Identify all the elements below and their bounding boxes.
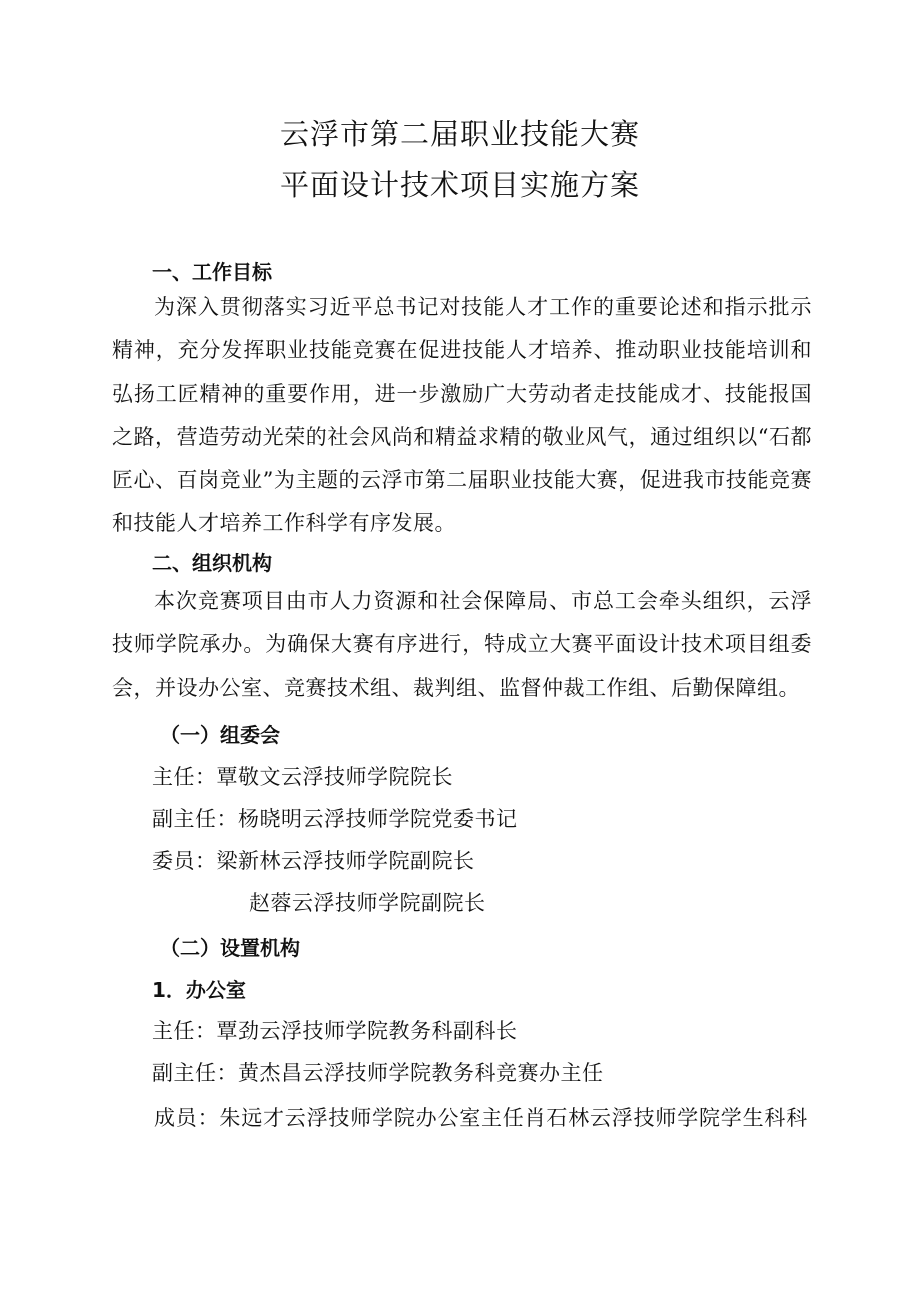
office-deputy-director: 副主任：黄杰昌云浮技师学院教务科竞赛办主任 bbox=[152, 1061, 604, 1085]
section-heading-organization: 二、组织机构 bbox=[152, 551, 272, 575]
committee-deputy-director: 副主任：杨晓明云浮技师学院党委书记 bbox=[152, 807, 518, 831]
section-body-organization: 本次竞赛项目由市人力资源和社会保障局、市总工会牵头组织，云浮技师学院承办。为确保大赛有序进行，特成立大赛平面设计技术项目组委会，并设办公室、竞赛技术组、裁判组、监督仲裁工作组、后勤保障组。 bbox=[112, 589, 812, 700]
subsection-heading-setup: （二）设置机构 bbox=[160, 936, 300, 960]
document-title-line1: 云浮市第二届职业技能大赛 bbox=[279, 117, 640, 151]
office-director: 主任：覃劲云浮技师学院教务科副科长 bbox=[152, 1019, 518, 1043]
committee-member: 委员：梁新林云浮技师学院副院长 bbox=[152, 849, 475, 873]
office-members: 成员：朱远才云浮技师学院办公室主任肖石林云浮技师学院学生科科 bbox=[154, 1106, 808, 1130]
committee-director: 主任：覃敬文云浮技师学院院长 bbox=[152, 765, 453, 789]
office-heading: 1．办公室 bbox=[152, 978, 246, 1002]
section-body-goals: 为深入贯彻落实习近平总书记对技能人才工作的重要论述和指示批示精神，充分发挥职业技能竞赛在促进技能人才培养、推动职业技能培训和弘扬工匠精神的重要作用，进一步激励广大劳动者走技能成才、技能报国之路，营造劳动光荣的社会风尚和精益求精的敬业风气，通过组织以“石都匠心、百岗竞业”为主题的云浮市第二届职业技能大赛，促进我市技能竞赛和技能人才培养工作科学有序发展。 bbox=[112, 295, 812, 536]
subsection-heading-committee: （一）组委会 bbox=[160, 723, 280, 747]
section-heading-goals: 一、工作目标 bbox=[152, 260, 272, 284]
document-title-line2: 平面设计技术项目实施方案 bbox=[279, 168, 640, 202]
committee-member: 赵蓉云浮技师学院副院长 bbox=[249, 891, 486, 915]
